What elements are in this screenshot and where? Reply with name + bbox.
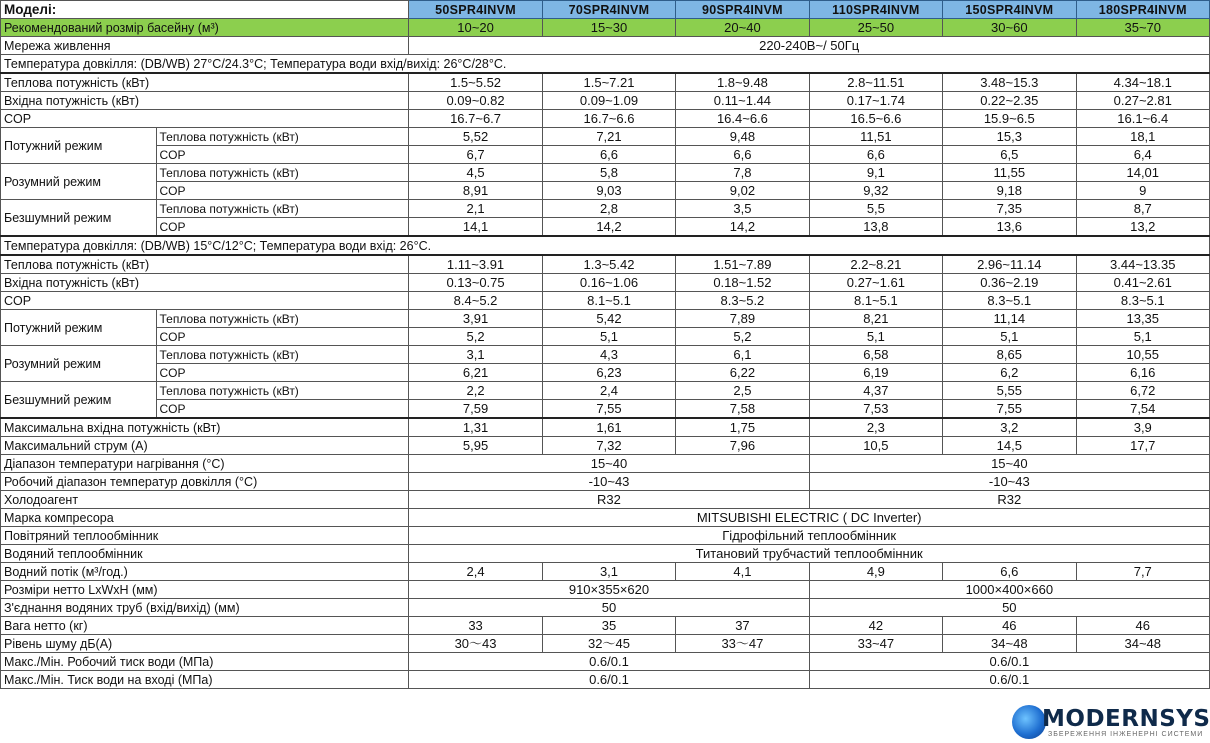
value-cell: 2,1 xyxy=(409,200,542,218)
value-cell: 15,3 xyxy=(943,128,1076,146)
value-cell: 16.1~6.4 xyxy=(1076,110,1209,128)
condition-row xyxy=(1,55,1210,74)
value-cell: 37 xyxy=(676,617,809,635)
value-cell: 3,5 xyxy=(676,200,809,218)
value-cell: 5,52 xyxy=(409,128,542,146)
value-cell: 8,65 xyxy=(943,346,1076,364)
row-label: Діапазон температури нагрівання (°C) xyxy=(1,455,409,473)
table-row xyxy=(1,527,1210,545)
value-cell: 9,32 xyxy=(809,182,942,200)
value-cell: 7,58 xyxy=(676,400,809,419)
value-cell: 7,35 xyxy=(943,200,1076,218)
value-cell: 8.3~5.1 xyxy=(1076,292,1209,310)
value-cell: 6,21 xyxy=(409,364,542,382)
value-cell: 7,21 xyxy=(542,128,675,146)
models-label: Моделі: xyxy=(1,1,409,19)
value-cell: 5,55 xyxy=(943,382,1076,400)
value-cell: 50 xyxy=(409,599,809,617)
table-row xyxy=(1,473,1210,491)
value-cell: 13,8 xyxy=(809,218,942,237)
row-label: Теплова потужність (кВт) xyxy=(1,73,409,92)
value-cell: 0.41~2.61 xyxy=(1076,274,1209,292)
mode-sub-label: Теплова потужність (кВт) xyxy=(156,346,409,364)
value-cell: 1.51~7.89 xyxy=(676,255,809,274)
value-cell: 14,2 xyxy=(542,218,675,237)
row-label: Макс./Мін. Робочий тиск води (МПа) xyxy=(1,653,409,671)
value-cell: 42 xyxy=(809,617,942,635)
mode-sub-label: COP xyxy=(156,400,409,419)
table-row xyxy=(1,617,1210,635)
value-cell: 18,1 xyxy=(1076,128,1209,146)
value-cell: 0.17~1.74 xyxy=(809,92,942,110)
value-cell: 0.11~1.44 xyxy=(676,92,809,110)
value-cell: 15~40 xyxy=(809,455,1209,473)
value-cell: 6,5 xyxy=(943,146,1076,164)
table-row xyxy=(1,653,1210,671)
mode-name: Розумний режим xyxy=(1,346,157,382)
value-cell: 9 xyxy=(1076,182,1209,200)
value-cell: -10~43 xyxy=(809,473,1209,491)
value-cell: 4,37 xyxy=(809,382,942,400)
value-cell: 9,18 xyxy=(943,182,1076,200)
value-cell: 34~48 xyxy=(943,635,1076,653)
value-cell: 4,3 xyxy=(542,346,675,364)
row-label: Холодоагент xyxy=(1,491,409,509)
value-cell: 10,5 xyxy=(809,437,942,455)
value-cell: 1000×400×660 xyxy=(809,581,1209,599)
value-cell: 4,9 xyxy=(809,563,942,581)
row-label: Водяний теплообмінник xyxy=(1,545,409,563)
value-cell: 30~60 xyxy=(943,19,1076,37)
value-cell: Гідрофільний теплообмінник xyxy=(409,527,1210,545)
mode-name: Потужний режим xyxy=(1,128,157,164)
value-cell: 5,95 xyxy=(409,437,542,455)
table-row xyxy=(1,37,1210,55)
value-cell: 1.5~5.52 xyxy=(409,73,542,92)
value-cell: 17,7 xyxy=(1076,437,1209,455)
value-cell: 1,75 xyxy=(676,418,809,437)
value-cell: 5,1 xyxy=(542,328,675,346)
row-label: Марка компресора xyxy=(1,509,409,527)
row-label: Мережа живлення xyxy=(1,37,409,55)
table-row xyxy=(1,110,1210,128)
value-cell: 5,5 xyxy=(809,200,942,218)
row-label: Вхідна потужність (кВт) xyxy=(1,274,409,292)
value-cell: 2.8~11.51 xyxy=(809,73,942,92)
value-cell: 10,55 xyxy=(1076,346,1209,364)
value-cell: 1.11~3.91 xyxy=(409,255,542,274)
value-cell: 4,5 xyxy=(409,164,542,182)
value-cell: 50 xyxy=(809,599,1209,617)
value-cell: 2,5 xyxy=(676,382,809,400)
row-label: COP xyxy=(1,292,409,310)
row-label: З'єднання водяних труб (вхід/вихід) (мм) xyxy=(1,599,409,617)
value-cell: 0.6/0.1 xyxy=(809,653,1209,671)
mode-row xyxy=(1,200,1210,218)
value-cell: 7,7 xyxy=(1076,563,1209,581)
value-cell: 33~47 xyxy=(809,635,942,653)
value-cell: 16.5~6.6 xyxy=(809,110,942,128)
mode-name: Розумний режим xyxy=(1,164,157,200)
value-cell: 9,03 xyxy=(542,182,675,200)
mode-row xyxy=(1,310,1210,328)
value-cell: 6,72 xyxy=(1076,382,1209,400)
value-cell: 11,51 xyxy=(809,128,942,146)
value-cell: 8.3~5.2 xyxy=(676,292,809,310)
value-cell: 0.6/0.1 xyxy=(409,671,809,689)
mode-sub-label: Теплова потужність (кВт) xyxy=(156,382,409,400)
value-cell: 6,4 xyxy=(1076,146,1209,164)
value-cell: 0.22~2.35 xyxy=(943,92,1076,110)
value-cell: 7,54 xyxy=(1076,400,1209,419)
mode-row xyxy=(1,146,1210,164)
value-cell: 33～47 xyxy=(676,635,809,653)
value-cell: 7,53 xyxy=(809,400,942,419)
value-cell: 7,55 xyxy=(943,400,1076,419)
mode-row xyxy=(1,218,1210,237)
value-cell: 4,1 xyxy=(676,563,809,581)
row-label: Розміри нетто LxWxH (мм) xyxy=(1,581,409,599)
mode-name: Потужний режим xyxy=(1,310,157,346)
value-cell: 11,55 xyxy=(943,164,1076,182)
modernsys-logo xyxy=(1010,703,1210,743)
test-condition: Температура довкілля: (DB/WB) 27°C/24.3°C; Температура води вхід/вихід: 26°C/28°C. xyxy=(1,55,1210,74)
value-cell: 46 xyxy=(1076,617,1209,635)
value-cell: 0.6/0.1 xyxy=(809,671,1209,689)
value-cell: 1,31 xyxy=(409,418,542,437)
value-cell: R32 xyxy=(409,491,809,509)
row-label: Вхідна потужність (кВт) xyxy=(1,92,409,110)
table-row xyxy=(1,455,1210,473)
mode-name: Безшумний режим xyxy=(1,382,157,419)
value-cell: 8.4~5.2 xyxy=(409,292,542,310)
mode-sub-label: Теплова потужність (кВт) xyxy=(156,128,409,146)
table-row xyxy=(1,599,1210,617)
mode-name: Безшумний режим xyxy=(1,200,157,237)
value-cell: 16.7~6.7 xyxy=(409,110,542,128)
condition-row xyxy=(1,236,1210,255)
value-cell: 8,91 xyxy=(409,182,542,200)
mode-row xyxy=(1,364,1210,382)
model-header: 110SPR4INVM xyxy=(809,1,942,19)
value-cell: 0.6/0.1 xyxy=(409,653,809,671)
mode-sub-label: Теплова потужність (кВт) xyxy=(156,310,409,328)
value-cell: 6,16 xyxy=(1076,364,1209,382)
mode-sub-label: Теплова потужність (кВт) xyxy=(156,200,409,218)
value-cell: 0.16~1.06 xyxy=(542,274,675,292)
value-cell: 9,02 xyxy=(676,182,809,200)
row-label: Водний потік (м³/год.) xyxy=(1,563,409,581)
value-cell: 1,61 xyxy=(542,418,675,437)
model-header: 70SPR4INVM xyxy=(542,1,675,19)
value-cell: 8.1~5.1 xyxy=(809,292,942,310)
value-cell: 1.3~5.42 xyxy=(542,255,675,274)
table-row xyxy=(1,635,1210,653)
value-cell: 6,6 xyxy=(542,146,675,164)
table-row xyxy=(1,563,1210,581)
table-row xyxy=(1,509,1210,527)
value-cell: 7,96 xyxy=(676,437,809,455)
table-row xyxy=(1,437,1210,455)
value-cell: 7,59 xyxy=(409,400,542,419)
value-cell: 910×355×620 xyxy=(409,581,809,599)
value-cell: 6,19 xyxy=(809,364,942,382)
value-cell: -10~43 xyxy=(409,473,809,491)
value-cell: 0.09~1.09 xyxy=(542,92,675,110)
value-cell: 34~48 xyxy=(1076,635,1209,653)
value-cell: 13,2 xyxy=(1076,218,1209,237)
value-cell: 1.8~9.48 xyxy=(676,73,809,92)
table-row xyxy=(1,92,1210,110)
value-cell: 3.44~13.35 xyxy=(1076,255,1209,274)
value-cell: 2.96~11.14 xyxy=(943,255,1076,274)
value-cell: 10~20 xyxy=(409,19,542,37)
row-label: Макс./Мін. Тиск води на вході (МПа) xyxy=(1,671,409,689)
mode-row xyxy=(1,382,1210,400)
value-cell: 14,1 xyxy=(409,218,542,237)
row-label: Робочий діапазон температур довкілля (°C) xyxy=(1,473,409,491)
value-cell: 8,21 xyxy=(809,310,942,328)
value-cell: Титановий трубчастий теплообмінник xyxy=(409,545,1210,563)
value-cell: 9,48 xyxy=(676,128,809,146)
row-label: Вага нетто (кг) xyxy=(1,617,409,635)
value-cell: 3,9 xyxy=(1076,418,1209,437)
model-header: 50SPR4INVM xyxy=(409,1,542,19)
value-cell: R32 xyxy=(809,491,1209,509)
value-cell: 3.48~15.3 xyxy=(943,73,1076,92)
value-cell: 2,3 xyxy=(809,418,942,437)
value-cell: 46 xyxy=(943,617,1076,635)
value-cell: 9,1 xyxy=(809,164,942,182)
value-cell: 8.1~5.1 xyxy=(542,292,675,310)
test-condition: Температура довкілля: (DB/WB) 15°C/12°C; Температура води вхід: 26°C. xyxy=(1,236,1210,255)
value-cell: 5,8 xyxy=(542,164,675,182)
value-cell: 0.13~0.75 xyxy=(409,274,542,292)
mode-sub-label: COP xyxy=(156,146,409,164)
value-cell: 5,1 xyxy=(809,328,942,346)
table-row xyxy=(1,73,1210,92)
value-cell: 16.4~6.6 xyxy=(676,110,809,128)
table-row xyxy=(1,255,1210,274)
value-cell: 2,8 xyxy=(542,200,675,218)
value-cell: 6,7 xyxy=(409,146,542,164)
value-cell: 5,1 xyxy=(1076,328,1209,346)
value-cell: 25~50 xyxy=(809,19,942,37)
model-header: 90SPR4INVM xyxy=(676,1,809,19)
value-cell: 14,2 xyxy=(676,218,809,237)
mode-row xyxy=(1,164,1210,182)
value-cell: 6,58 xyxy=(809,346,942,364)
value-cell: 8.3~5.1 xyxy=(943,292,1076,310)
value-cell: 14,01 xyxy=(1076,164,1209,182)
model-header: 180SPR4INVM xyxy=(1076,1,1209,19)
pool-size-row xyxy=(1,19,1210,37)
value-cell: 220-240В~/ 50Гц xyxy=(409,37,1210,55)
value-cell: 30～43 xyxy=(409,635,542,653)
logo-text: MODERNSYS xyxy=(1042,706,1210,732)
value-cell: 0.27~2.81 xyxy=(1076,92,1209,110)
row-label: COP xyxy=(1,110,409,128)
value-cell: 32～45 xyxy=(542,635,675,653)
logo-mark-icon xyxy=(1012,705,1046,739)
table-row xyxy=(1,274,1210,292)
value-cell: 15~30 xyxy=(542,19,675,37)
value-cell: 0.36~2.19 xyxy=(943,274,1076,292)
row-label: Теплова потужність (кВт) xyxy=(1,255,409,274)
value-cell: 6,22 xyxy=(676,364,809,382)
value-cell: 2,2 xyxy=(409,382,542,400)
value-cell: 0.18~1.52 xyxy=(676,274,809,292)
value-cell: 5,2 xyxy=(676,328,809,346)
value-cell: 20~40 xyxy=(676,19,809,37)
value-cell: 2,4 xyxy=(409,563,542,581)
value-cell: 3,1 xyxy=(409,346,542,364)
row-label: Рівень шуму дБ(А) xyxy=(1,635,409,653)
value-cell: 11,14 xyxy=(943,310,1076,328)
value-cell: 16.7~6.6 xyxy=(542,110,675,128)
row-label: Рекомендований розмір басейну (м³) xyxy=(1,19,409,37)
mode-sub-label: COP xyxy=(156,182,409,200)
value-cell: MITSUBISHI ELECTRIC ( DC Inverter) xyxy=(409,509,1210,527)
row-label: Максимальна вхідна потужність (кВт) xyxy=(1,418,409,437)
value-cell: 3,91 xyxy=(409,310,542,328)
value-cell: 6,6 xyxy=(943,563,1076,581)
logo-subtitle: ЗБЕРЕЖЕННЯ ІНЖЕНЕРНІ СИСТЕМИ xyxy=(1048,731,1204,738)
table-row xyxy=(1,418,1210,437)
value-cell: 7,89 xyxy=(676,310,809,328)
value-cell: 6,6 xyxy=(809,146,942,164)
value-cell: 2,4 xyxy=(542,382,675,400)
table-row xyxy=(1,292,1210,310)
value-cell: 35 xyxy=(542,617,675,635)
row-label: Повітряний теплообмінник xyxy=(1,527,409,545)
value-cell: 35~70 xyxy=(1076,19,1209,37)
table-row xyxy=(1,581,1210,599)
value-cell: 5,42 xyxy=(542,310,675,328)
value-cell: 7,32 xyxy=(542,437,675,455)
value-cell: 13,6 xyxy=(943,218,1076,237)
value-cell: 6,23 xyxy=(542,364,675,382)
table-row xyxy=(1,491,1210,509)
mode-row xyxy=(1,400,1210,419)
value-cell: 7,55 xyxy=(542,400,675,419)
value-cell: 5,2 xyxy=(409,328,542,346)
mode-sub-label: COP xyxy=(156,218,409,237)
value-cell: 1.5~7.21 xyxy=(542,73,675,92)
value-cell: 6,2 xyxy=(943,364,1076,382)
value-cell: 15~40 xyxy=(409,455,809,473)
value-cell: 33 xyxy=(409,617,542,635)
models-header-row xyxy=(1,1,1210,19)
row-label: Максимальний струм (А) xyxy=(1,437,409,455)
mode-row xyxy=(1,128,1210,146)
mode-sub-label: COP xyxy=(156,328,409,346)
value-cell: 2.2~8.21 xyxy=(809,255,942,274)
value-cell: 4.34~18.1 xyxy=(1076,73,1209,92)
value-cell: 7,8 xyxy=(676,164,809,182)
value-cell: 15.9~6.5 xyxy=(943,110,1076,128)
value-cell: 13,35 xyxy=(1076,310,1209,328)
value-cell: 5,1 xyxy=(943,328,1076,346)
table-row xyxy=(1,545,1210,563)
mode-sub-label: COP xyxy=(156,364,409,382)
value-cell: 3,1 xyxy=(542,563,675,581)
mode-row xyxy=(1,328,1210,346)
value-cell: 0.09~0.82 xyxy=(409,92,542,110)
mode-row xyxy=(1,182,1210,200)
table-row xyxy=(1,671,1210,689)
value-cell: 3,2 xyxy=(943,418,1076,437)
value-cell: 6,6 xyxy=(676,146,809,164)
value-cell: 6,1 xyxy=(676,346,809,364)
mode-sub-label: Теплова потужність (кВт) xyxy=(156,164,409,182)
model-header: 150SPR4INVM xyxy=(943,1,1076,19)
value-cell: 0.27~1.61 xyxy=(809,274,942,292)
mode-row xyxy=(1,346,1210,364)
value-cell: 14,5 xyxy=(943,437,1076,455)
value-cell: 8,7 xyxy=(1076,200,1209,218)
